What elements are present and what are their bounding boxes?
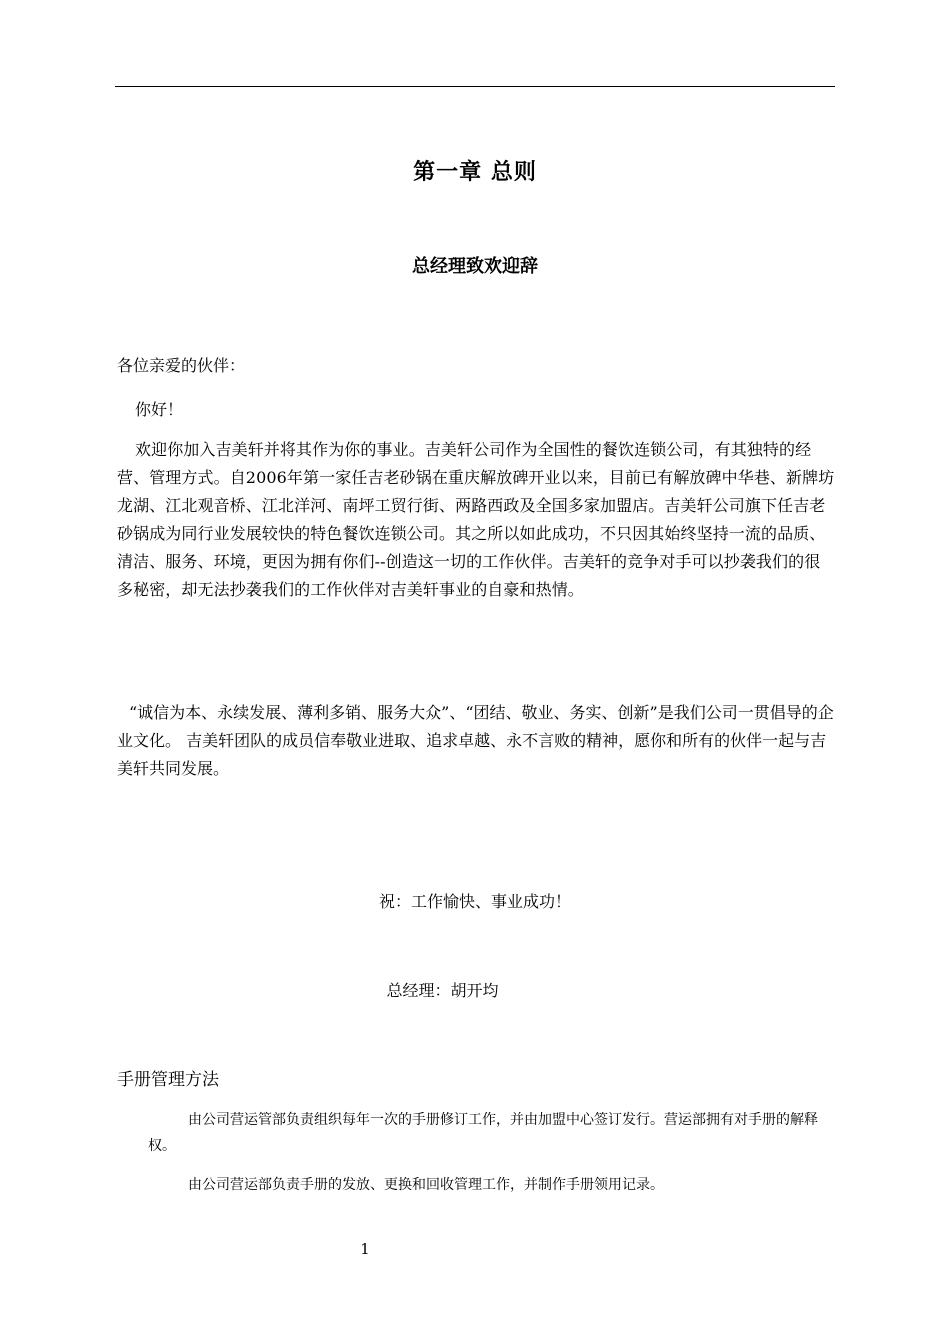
welcome-paragraph: 欢迎你加入吉美轩并将其作为你的事业。吉美轩公司作为全国性的餐饮连锁公司，有其独特的经营、管理方式。自2006年第一家任吉老砂锅在重庆解放碑开业以来，目前已有解放碑中华巷、新牌坊龙湖、江北观音桥、江北洋河、南坪工贸行街、两路西政及全国多家加盟店。吉美轩公司旗下任吉老砂锅成为同行业发展较快的特色餐饮连锁公司。其之所以如此成功，不只因其始终坚持一流的品质、清洁、服务、环境，更因为拥有你们--创造这一切的工作伙伴。吉美轩的竞争对手可以抄袭我们的很多秘密，却无法抄袭我们的工作伙伴对吉美轩事业的自豪和热情。 [117,440,835,599]
blessing: 祝：工作愉快、事业成功！ [378,892,571,911]
greeting: 你好！ [135,400,184,419]
manual-item: 由公司营运管部负责组织每年一次的手册修订工作，并由加盟中心签订发行。营运部拥有对手册的解释权。 [148,1112,818,1154]
signature: 总经理：胡开均 [386,981,499,1000]
chapter-title: 第一章 总则 [413,160,537,185]
manual-item: 由公司营运部负责手册的发放、更换和回收管理工作，并制作手册领用记录。 [188,1177,664,1193]
salutation: 各位亲爱的伙伴： [117,356,246,375]
section-title: 总经理致欢迎辞 [412,256,538,277]
page-number: 1 [360,1240,370,1258]
manual-section-title: 手册管理方法 [117,1070,219,1090]
culture-paragraph: “诚信为本、永续发展、薄利多销、服务大众”、“团结、敬业、务实、创新”是我们公司一贯倡导的企业文化。 吉美轩团队的成员信奉敬业进取、追求卓越、永不言败的精神，愿你和所有的伙伴一起与吉美轩共同发展。 [117,703,834,778]
header-rule [115,86,835,87]
